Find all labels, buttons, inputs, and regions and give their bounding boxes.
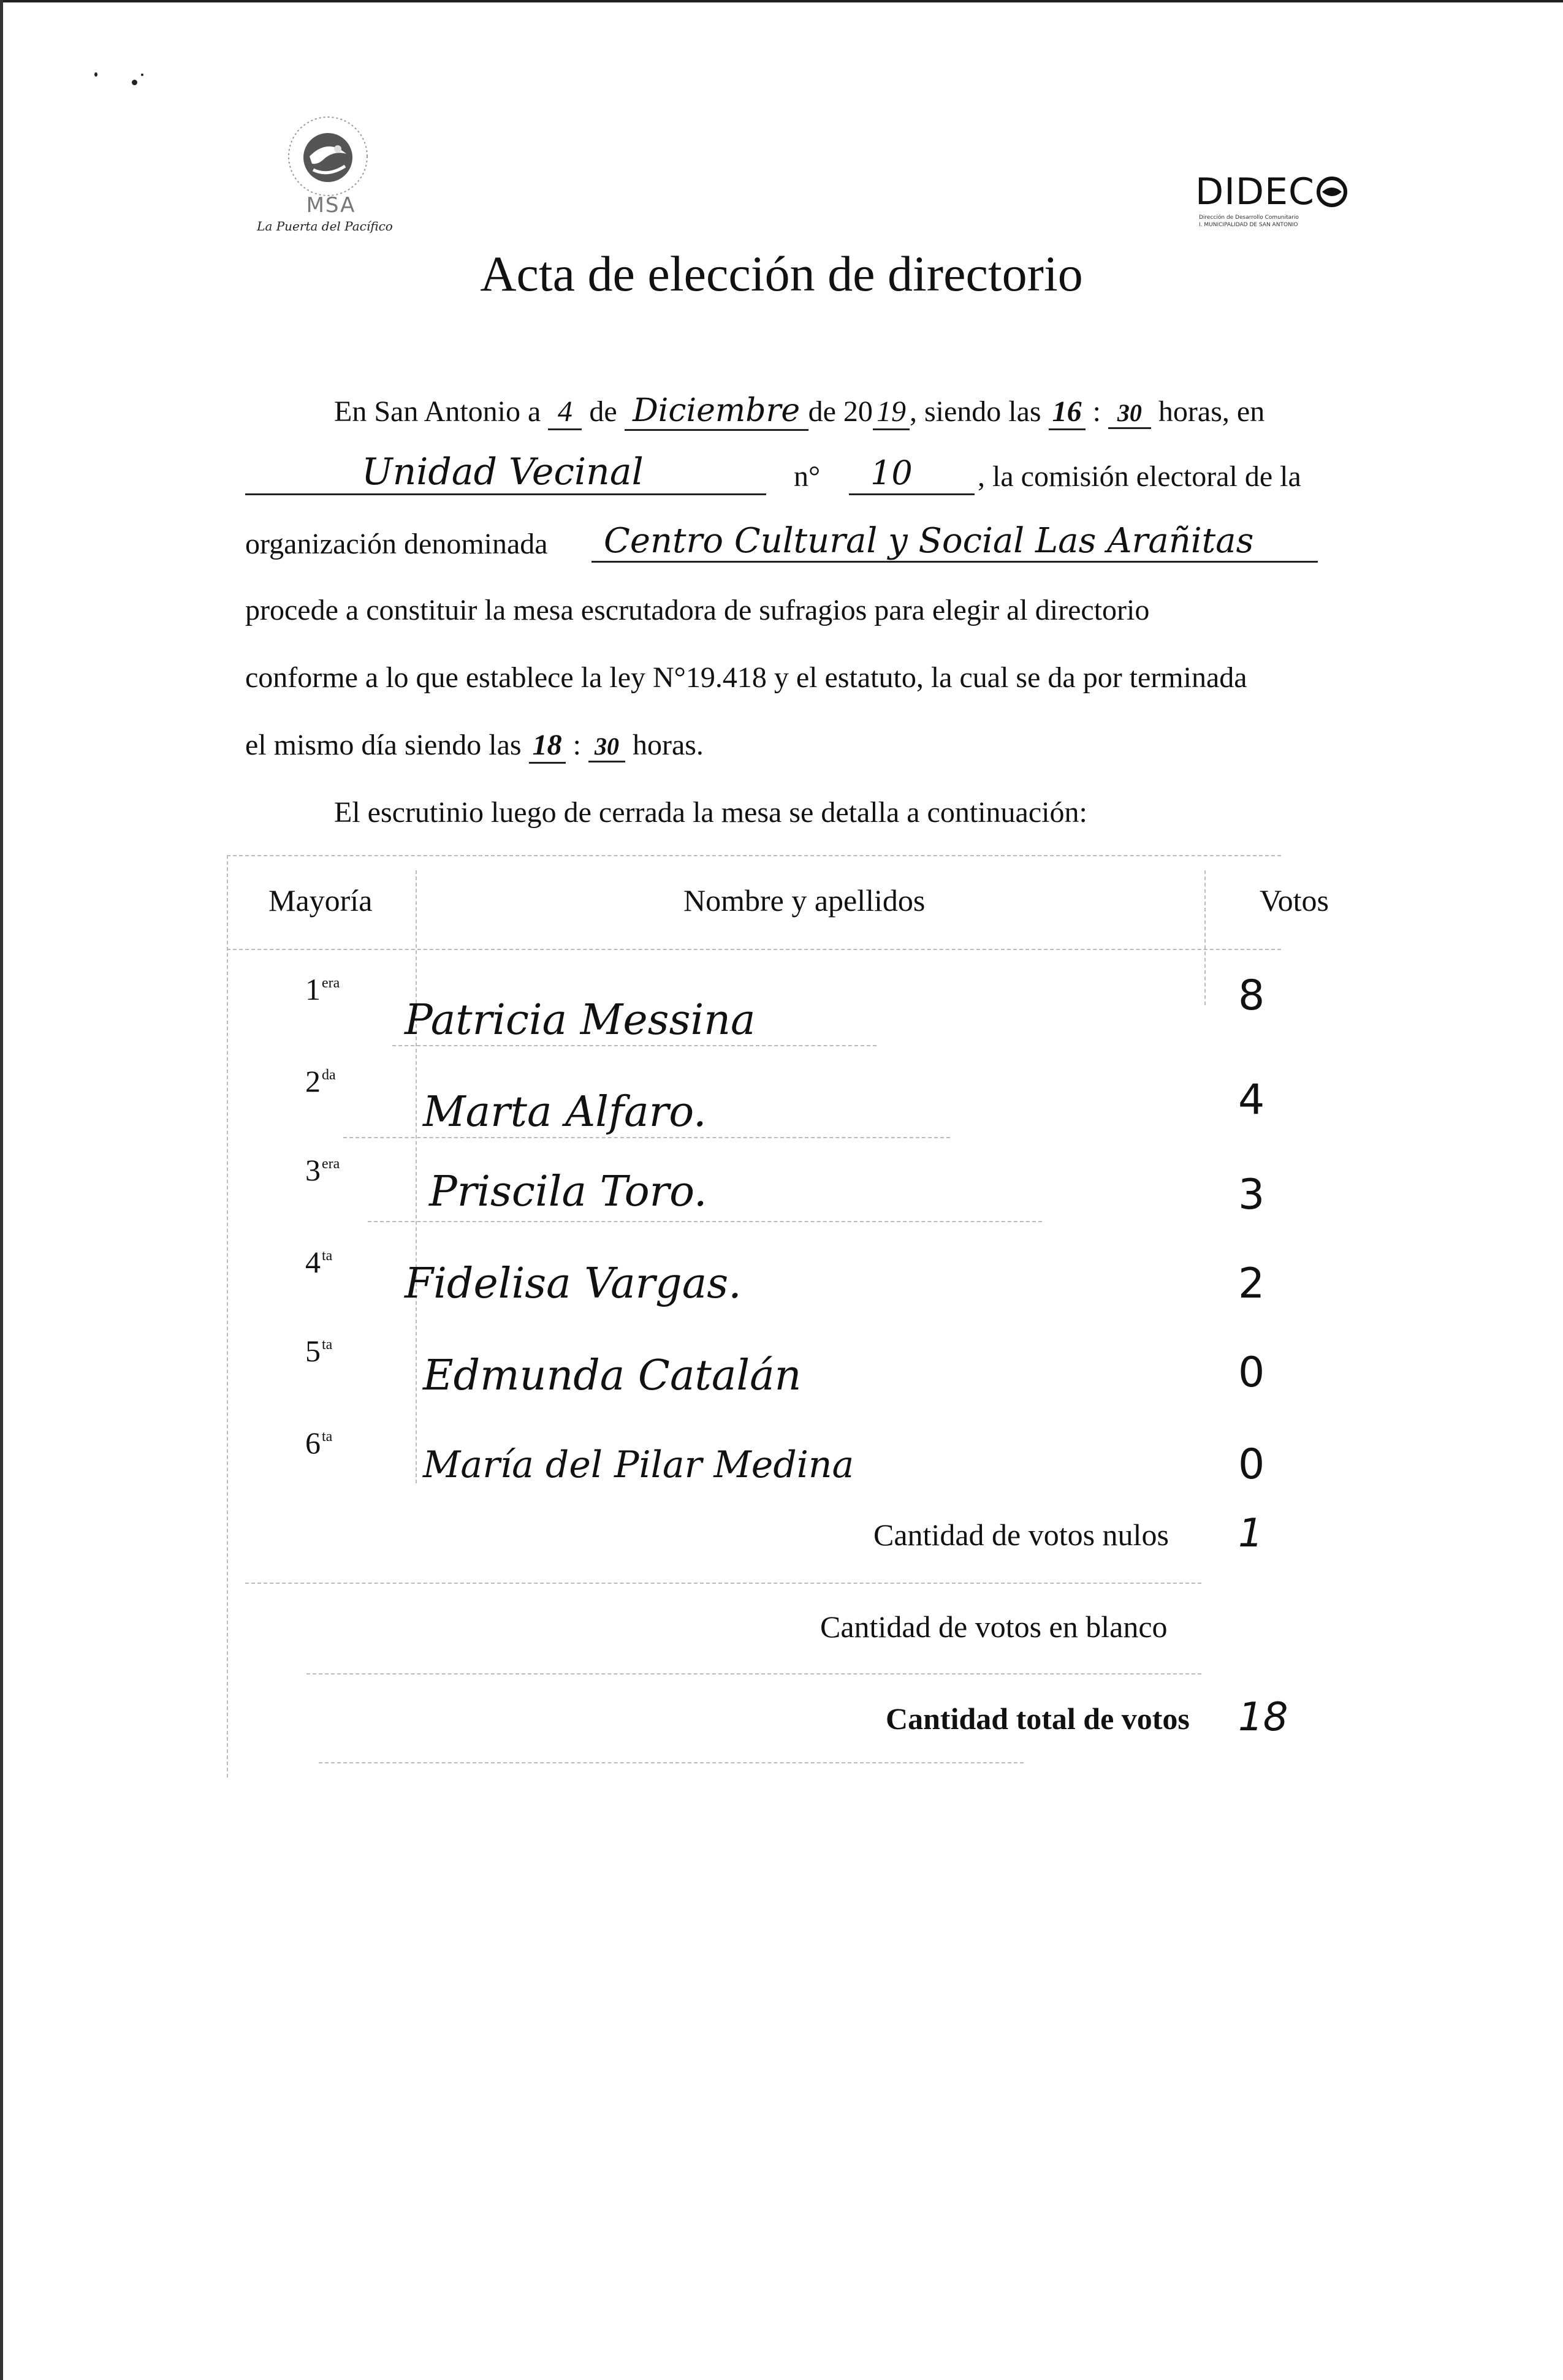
intro-line-7: El escrutinio luego de cerrada la mesa se detalla a continuación:: [334, 796, 1087, 829]
row-name: Patricia Messina: [405, 996, 756, 1044]
unit-number-field: 10: [870, 454, 913, 492]
intro-line-2-text: , la comisión electoral de la: [978, 460, 1301, 493]
scan-edge-left: [0, 0, 3, 2380]
end-minute-field: 30: [588, 732, 625, 762]
row-votes: 2: [1238, 1260, 1265, 1308]
organization-field: Centro Cultural y Social Las Arañitas: [604, 521, 1254, 561]
month-field: Diciembre: [625, 392, 808, 431]
header-name: Nombre y apellidos: [683, 883, 926, 918]
dideco-logo: [1195, 153, 1373, 233]
municipality-logo: [242, 101, 408, 248]
table-left-rule: [227, 855, 228, 1777]
intro-line-1: En San Antonio a 4 de Diciembre de 20 19 , siendo las 16 : 30 horas, en: [334, 392, 1264, 431]
null-votes-value: 1: [1238, 1511, 1263, 1556]
no-label: n°: [794, 460, 821, 493]
summary-rule: [245, 1583, 1201, 1584]
row-rank: $5^{ta}$: [305, 1334, 333, 1368]
scan-speck: [94, 72, 97, 77]
intro-line-3: organización denominada: [245, 528, 548, 560]
row-rank: $3^{era}$: [305, 1153, 340, 1187]
municipal-seal-icon: [285, 113, 371, 199]
row-name: Fidelisa Vargas.: [405, 1260, 742, 1308]
number-underline: [849, 493, 975, 495]
scan-speck: [141, 74, 143, 76]
logo-tagline: La Puerta del Pacífico: [257, 219, 393, 234]
row-rank: $1^{era}$: [305, 972, 340, 1006]
table-column-rule: [416, 870, 417, 1483]
row-name: María del Pilar Medina: [423, 1443, 854, 1486]
intro-line-6: el mismo día siendo las 18 : 30 horas.: [245, 728, 704, 764]
dideco-subtitle-municipality: I. MUNICIPALIDAD DE SAN ANTONIO: [1199, 222, 1298, 228]
start-minute-field: 30: [1108, 398, 1151, 429]
scan-speck: [132, 80, 137, 85]
day-field: 4: [548, 395, 582, 430]
dideco-wordmark: DIDEC: [1195, 170, 1348, 213]
intro-line-4: procede a constituir la mesa escrutadora de sufragios para elegir al directorio: [245, 594, 1150, 626]
row-rank: $6^{ta}$: [305, 1426, 333, 1460]
header-rank: Mayoría: [268, 883, 373, 918]
total-votes-label: Cantidad total de votos: [886, 1701, 1190, 1736]
scan-edge-top: [0, 0, 1563, 2]
dideco-subtitle: Dirección de Desarrollo Comunitario: [1199, 215, 1299, 221]
header-rule: [227, 949, 1281, 950]
null-votes-label: Cantidad de votos nulos: [873, 1518, 1169, 1552]
row-votes: 4: [1238, 1076, 1265, 1124]
row-name: Edmunda Catalán: [423, 1352, 802, 1400]
logo-name: MSA: [306, 193, 356, 218]
row-rule: [368, 1221, 1042, 1222]
row-rule: [392, 1045, 877, 1046]
table-bottom-rule: [319, 1762, 1024, 1763]
row-votes: 8: [1238, 971, 1265, 1020]
globe-icon: [1316, 176, 1348, 208]
org-underline: [591, 561, 1318, 563]
unit-field: Unidad Vecinal: [362, 451, 644, 493]
blank-votes-label: Cantidad de votos en blanco: [820, 1610, 1168, 1644]
unit-underline: [245, 493, 766, 495]
header-votes: Votos: [1260, 883, 1329, 918]
row-name: Marta Alfaro.: [423, 1088, 707, 1136]
row-rule: [343, 1137, 950, 1138]
row-name: Priscila Toro.: [429, 1168, 707, 1216]
total-votes-value: 18: [1238, 1695, 1288, 1740]
year-field: 19: [873, 395, 910, 430]
page-title: Acta de elección de directorio: [480, 246, 1083, 302]
row-votes: 0: [1238, 1348, 1265, 1397]
table-top-rule: [227, 855, 1281, 856]
summary-rule: [306, 1673, 1201, 1675]
intro-line-5: conforme a lo que establece la ley N°19.418 y el estatuto, la cual se da por terminada: [245, 661, 1247, 694]
table-column-rule: [1204, 870, 1206, 1005]
end-hour-field: 18: [529, 728, 566, 764]
row-rank: $2^{da}$: [305, 1064, 336, 1098]
row-votes: 3: [1238, 1171, 1265, 1219]
row-rank: $4^{ta}$: [305, 1245, 333, 1279]
row-votes: 0: [1238, 1440, 1265, 1489]
start-hour-field: 16: [1049, 395, 1086, 430]
